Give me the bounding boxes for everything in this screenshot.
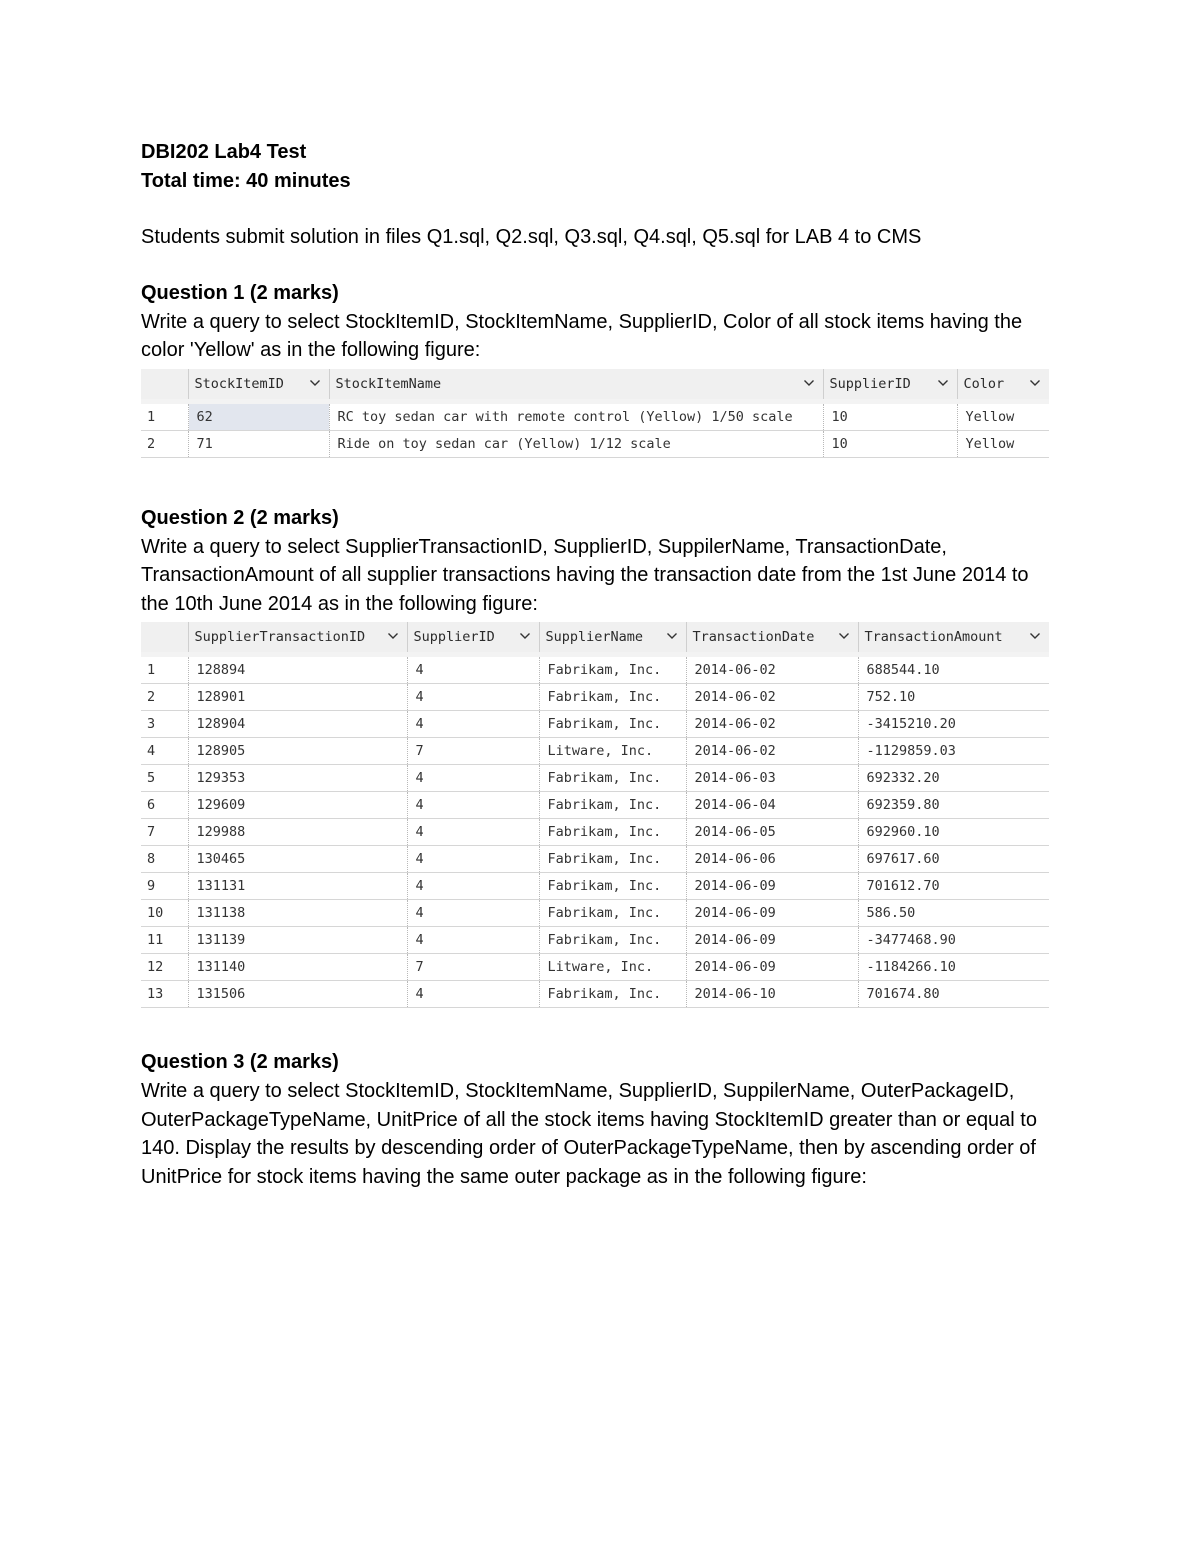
table-cell[interactable]: 2014-06-02 (686, 738, 858, 765)
spacer (141, 252, 1061, 279)
table-cell[interactable]: 71 (188, 430, 329, 457)
row-number[interactable]: 5 (141, 765, 188, 792)
table-cell[interactable]: Yellow (957, 401, 1049, 430)
table-cell[interactable]: 10 (823, 401, 957, 430)
row-number[interactable]: 8 (141, 846, 188, 873)
chevron-down-icon[interactable] (387, 630, 399, 642)
table-cell[interactable]: 129609 (188, 792, 407, 819)
table-cell[interactable]: 2014-06-02 (686, 711, 858, 738)
table-cell[interactable]: 701612.70 (858, 873, 1049, 900)
row-number[interactable]: 10 (141, 900, 188, 927)
total-time: Total time: 40 minutes (141, 170, 351, 192)
column-header[interactable] (188, 369, 329, 402)
table-row[interactable] (141, 981, 1049, 1008)
table-cell[interactable]: Fabrikam, Inc. (539, 684, 686, 711)
table-cell[interactable]: 2014-06-02 (686, 684, 858, 711)
table-cell[interactable]: Fabrikam, Inc. (539, 927, 686, 954)
column-header[interactable] (686, 622, 858, 655)
table-cell[interactable]: -1184266.10 (858, 954, 1049, 981)
chevron-down-icon[interactable] (1029, 377, 1041, 389)
spacer (141, 196, 1061, 223)
table-row[interactable] (141, 738, 1049, 765)
q2-heading: Question 2 (2 marks) (141, 506, 339, 529)
table-cell[interactable]: Yellow (957, 430, 1049, 457)
q2-result-grid (141, 622, 1049, 1008)
table-row[interactable] (141, 765, 1049, 792)
table-row[interactable] (141, 927, 1049, 954)
table-cell[interactable]: 4 (407, 711, 539, 738)
column-header[interactable] (858, 622, 1049, 655)
table-cell[interactable]: Fabrikam, Inc. (539, 846, 686, 873)
table-cell[interactable]: 2014-06-09 (686, 900, 858, 927)
table-cell[interactable]: 131131 (188, 873, 407, 900)
column-header-label: SupplierTransactionID (194, 629, 366, 645)
table-row[interactable] (141, 846, 1049, 873)
table-cell[interactable]: RC toy sedan car with remote control (Yellow) 1/50 scale (329, 401, 823, 430)
chevron-down-icon[interactable] (519, 630, 531, 642)
table-cell[interactable]: 701674.80 (858, 981, 1049, 1008)
table-cell[interactable]: 4 (407, 765, 539, 792)
table-cell[interactable]: 131506 (188, 981, 407, 1008)
row-number[interactable]: 1 (141, 655, 188, 684)
table-cell[interactable]: 62 (188, 401, 329, 430)
row-number[interactable]: 13 (141, 981, 188, 1008)
row-number[interactable]: 7 (141, 819, 188, 846)
chevron-down-icon[interactable] (838, 630, 850, 642)
table-cell[interactable]: 7 (407, 738, 539, 765)
table-row[interactable] (141, 900, 1049, 927)
table-cell[interactable]: 128901 (188, 684, 407, 711)
column-header-label: SupplierName (545, 629, 644, 645)
q1-text: Write a query to select StockItemID, StockItemName, SupplierID, Color of all stock items having the color 'Yellow' as in the following figure: (141, 310, 1023, 361)
table-cell[interactable]: 4 (407, 846, 539, 873)
table-row[interactable] (141, 684, 1049, 711)
column-header[interactable] (188, 622, 407, 655)
table-cell[interactable]: 2014-06-09 (686, 927, 858, 954)
table-cell[interactable]: 4 (407, 900, 539, 927)
table-cell[interactable]: 129353 (188, 765, 407, 792)
q3-heading: Question 3 (2 marks) (141, 1051, 339, 1073)
table-cell[interactable]: 2014-06-10 (686, 981, 858, 1008)
table-row[interactable] (141, 819, 1049, 846)
column-header[interactable] (539, 622, 686, 655)
q2-text: Write a query to select SupplierTransactionID, SupplierID, SuppilerName, TransactionDate, TransactionAmount of all supplier transactions having the transaction date from the 1st June 2014 to the 10th June 2014 as in the following figure: (141, 535, 1029, 615)
row-number[interactable]: 3 (141, 711, 188, 738)
row-number[interactable]: 11 (141, 927, 188, 954)
spacer (141, 458, 1061, 504)
table-cell[interactable]: 4 (407, 981, 539, 1008)
row-number-header (141, 369, 188, 402)
table-row[interactable] (141, 792, 1049, 819)
table-cell[interactable]: 131138 (188, 900, 407, 927)
table-cell[interactable]: 128894 (188, 655, 407, 684)
chevron-down-icon[interactable] (1029, 630, 1041, 642)
table-cell[interactable]: Ride on toy sedan car (Yellow) 1/12 scale (329, 430, 823, 457)
chevron-down-icon[interactable] (803, 377, 815, 389)
document-page (141, 138, 1061, 1191)
table-cell[interactable]: 128904 (188, 711, 407, 738)
row-number[interactable]: 6 (141, 792, 188, 819)
row-number[interactable]: 9 (141, 873, 188, 900)
table-cell[interactable]: -3415210.20 (858, 711, 1049, 738)
table-cell[interactable]: 2014-06-04 (686, 792, 858, 819)
table-cell[interactable]: Litware, Inc. (539, 738, 686, 765)
column-header-label: SupplierID (413, 629, 495, 645)
q1-heading: Question 1 (2 marks) (141, 281, 339, 304)
table-cell[interactable]: Fabrikam, Inc. (539, 900, 686, 927)
table-cell[interactable]: 692359.80 (858, 792, 1049, 819)
column-header-label: Color (963, 375, 1005, 392)
table-cell[interactable]: Fabrikam, Inc. (539, 819, 686, 846)
table-cell[interactable]: 2014-06-02 (686, 655, 858, 684)
table-cell[interactable]: 586.50 (858, 900, 1049, 927)
chevron-down-icon[interactable] (937, 377, 949, 389)
table-cell[interactable]: 4 (407, 927, 539, 954)
row-number[interactable]: 1 (141, 401, 188, 430)
column-header[interactable] (329, 369, 823, 402)
column-header[interactable] (407, 622, 539, 655)
table-cell[interactable]: 697617.60 (858, 846, 1049, 873)
table-cell[interactable]: -1129859.03 (858, 738, 1049, 765)
column-header-label: SupplierID (829, 375, 911, 392)
table-row[interactable] (141, 954, 1049, 981)
q1-result-grid (141, 369, 1049, 458)
table-cell[interactable]: 128905 (188, 738, 407, 765)
row-number-header (141, 622, 188, 655)
table-cell[interactable]: 4 (407, 655, 539, 684)
table-cell[interactable]: 2014-06-06 (686, 846, 858, 873)
table-row[interactable] (141, 711, 1049, 738)
table-cell[interactable]: Litware, Inc. (539, 954, 686, 981)
table-cell[interactable]: 692332.20 (858, 765, 1049, 792)
row-number[interactable]: 2 (141, 684, 188, 711)
table-cell[interactable]: Fabrikam, Inc. (539, 711, 686, 738)
q3-text: Write a query to select StockItemID, StockItemName, SupplierID, SuppilerName, OuterPackageID, OuterPackageTypeName, UnitPrice of all the stock items having StockItemID greater than or equal to 140. Display the results by descending order of OuterPackageTypeName, then by ascending order of UnitPrice for stock items having the same outer package as in the following figure: (141, 1080, 1037, 1188)
table-cell[interactable]: 4 (407, 819, 539, 846)
table-cell[interactable]: 752.10 (858, 684, 1049, 711)
table-cell[interactable]: 2014-06-03 (686, 765, 858, 792)
table-cell[interactable]: Fabrikam, Inc. (539, 655, 686, 684)
table-cell[interactable]: 2014-06-09 (686, 873, 858, 900)
table-row[interactable] (141, 873, 1049, 900)
column-header[interactable] (957, 369, 1049, 402)
table-cell[interactable]: 4 (407, 792, 539, 819)
chevron-down-icon[interactable] (666, 630, 678, 642)
column-header-label: TransactionDate (692, 629, 815, 645)
table-cell[interactable]: -3477468.90 (858, 927, 1049, 954)
column-header-label: StockItemID (194, 375, 284, 392)
table-row[interactable] (141, 401, 1049, 430)
spacer (141, 1008, 1061, 1048)
row-number[interactable]: 4 (141, 738, 188, 765)
table-cell[interactable]: 692960.10 (858, 819, 1049, 846)
row-number[interactable]: 12 (141, 954, 188, 981)
table-cell[interactable]: 129988 (188, 819, 407, 846)
column-header-label: StockItemName (335, 375, 442, 392)
column-header[interactable] (823, 369, 957, 402)
column-header-label: TransactionAmount (864, 629, 1003, 645)
chevron-down-icon[interactable] (309, 377, 321, 389)
table-row[interactable] (141, 655, 1049, 684)
table-cell[interactable]: Fabrikam, Inc. (539, 765, 686, 792)
table-cell[interactable]: Fabrikam, Inc. (539, 792, 686, 819)
table-cell[interactable]: 688544.10 (858, 655, 1049, 684)
table-cell[interactable]: 131140 (188, 954, 407, 981)
table-cell[interactable]: 4 (407, 873, 539, 900)
table-cell[interactable]: 130465 (188, 846, 407, 873)
table-cell[interactable]: 2014-06-05 (686, 819, 858, 846)
row-number[interactable]: 2 (141, 430, 188, 457)
doc-title: DBI202 Lab4 Test (141, 141, 307, 163)
table-cell[interactable]: Fabrikam, Inc. (539, 981, 686, 1008)
table-cell[interactable]: Fabrikam, Inc. (539, 873, 686, 900)
table-cell[interactable]: 131139 (188, 927, 407, 954)
table-cell[interactable]: 2014-06-09 (686, 954, 858, 981)
table-cell[interactable]: 4 (407, 684, 539, 711)
table-row[interactable] (141, 430, 1049, 457)
table-cell[interactable]: 7 (407, 954, 539, 981)
submission-instructions: Students submit solution in files Q1.sql, Q2.sql, Q3.sql, Q4.sql, Q5.sql for LAB 4 to CMS (141, 226, 922, 248)
table-cell[interactable]: 10 (823, 430, 957, 457)
